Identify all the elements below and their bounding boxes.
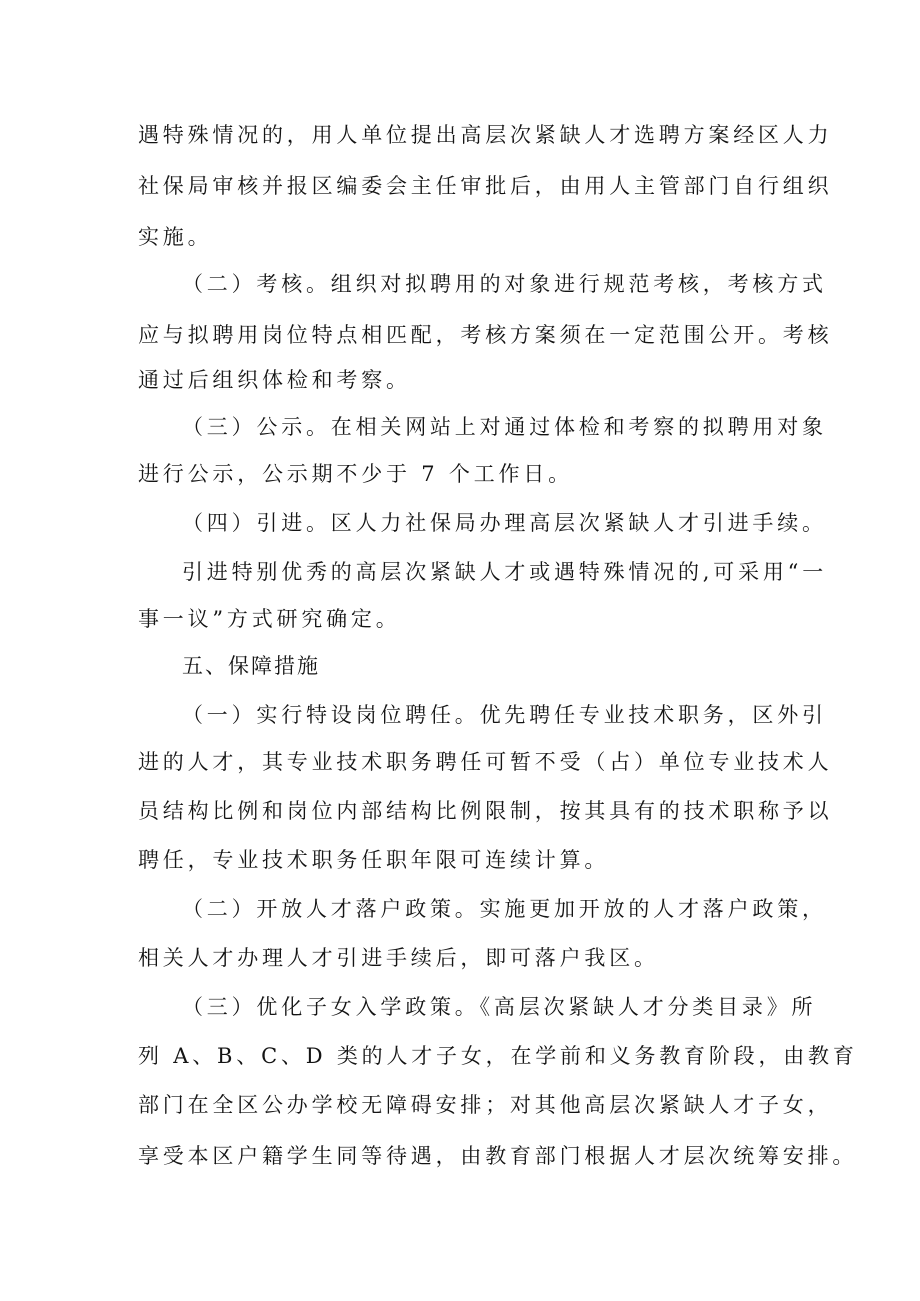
paragraph-start-line: （一）实行特设岗位聘任。优先聘任专业技术职务，区外引 <box>182 703 827 727</box>
text-line: 列 A、B、C、D 类的人才子女，在学前和义务教育阶段，由教育 <box>138 1044 858 1068</box>
paragraph-start-line: （三）公示。在相关网站上对通过体检和考察的拟聘用对象 <box>182 415 827 439</box>
paragraph-start-line: （四）引进。区人力社保局办理高层次紧缺人才引进手续。 <box>182 511 827 535</box>
text-line: 通过后组织体检和考察。 <box>138 368 411 392</box>
text-line: 社保局审核并报区编委会主任审批后，由用人主管部门自行组织 <box>138 174 833 198</box>
text-line: 部门在全区公办学校无障碍安排；对其他高层次紧缺人才子女， <box>138 1093 833 1117</box>
paragraph-start-line: （三）优化子女入学政策。《高层次紧缺人才分类目录》所 <box>182 995 817 1019</box>
text-line: 事一议”方式研究确定。 <box>138 607 401 631</box>
text-line: 聘任，专业技术职务任职年限可连续计算。 <box>138 848 610 872</box>
text-line: 实施。 <box>138 225 213 249</box>
text-line: 进的人才，其专业技术职务聘任可暂不受（占）单位专业技术人 <box>138 750 833 774</box>
text-line: 应与拟聘用岗位特点相匹配，考核方案须在一定范围公开。考核 <box>138 323 833 347</box>
paragraph-start-line: （二）开放人才落户政策。实施更加开放的人才落户政策， <box>182 897 827 921</box>
text-line: 进行公示，公示期不少于 7 个工作日。 <box>138 462 573 486</box>
text-line: 员结构比例和岗位内部结构比例限制，按其具有的技术职称予以 <box>138 799 833 823</box>
paragraph-start-line: （二）考核。组织对拟聘用的对象进行规范考核，考核方式 <box>182 272 827 296</box>
paragraph-start-line: 引进特别优秀的高层次紧缺人才或遇特殊情况的,可采用“一 <box>182 560 828 584</box>
text-line: 遇特殊情况的，用人单位提出高层次紧缺人才选聘方案经区人力 <box>138 123 833 147</box>
text-line: 享受本区户籍学生同等待遇，由教育部门根据人才层次统筹安排。 <box>138 1144 858 1168</box>
text-line: 相关人才办理人才引进手续后，即可落户我区。 <box>138 946 659 970</box>
section-heading: 五、保障措施 <box>182 654 320 678</box>
